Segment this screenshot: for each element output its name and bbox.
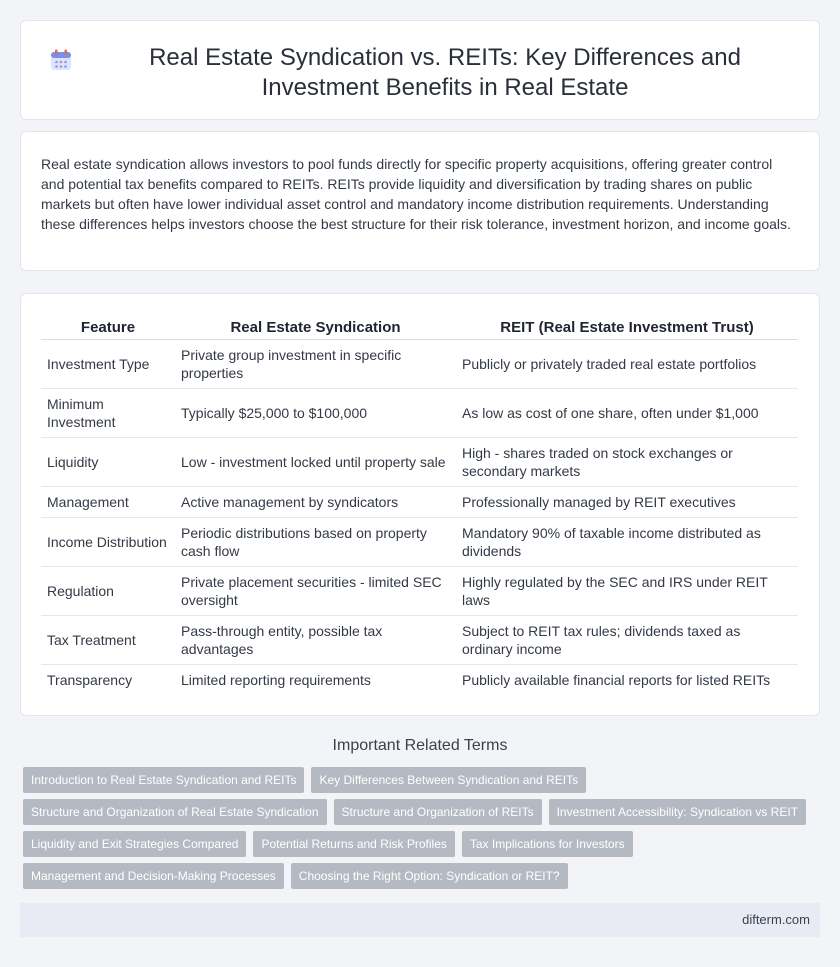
table-row	[41, 389, 798, 438]
reit-cell: Subject to REIT tax rules; dividends taxed as ordinary income	[456, 616, 798, 665]
comparison-table	[41, 314, 798, 696]
syndication-cell: Private placement securities - limited SEC oversight	[175, 567, 456, 616]
header-reit: REIT (Real Estate Investment Trust)	[456, 314, 798, 340]
table-row	[41, 518, 798, 567]
reit-cell: Professionally managed by REIT executives	[456, 487, 798, 518]
feature-cell: Management	[41, 487, 175, 518]
table-header-row	[41, 314, 798, 340]
feature-cell: Transparency	[47, 672, 133, 689]
related-term-link[interactable]: Structure and Organization of REITs	[334, 799, 542, 825]
syndication-cell: Private group investment in specific properties	[175, 340, 456, 389]
feature-cell: Regulation	[41, 567, 175, 616]
footer	[20, 903, 820, 937]
header-feature: Feature	[41, 314, 175, 340]
reit-cell: Publicly available financial reports for listed REITs	[462, 672, 771, 689]
related-term-link[interactable]: Introduction to Real Estate Syndication and REITs	[23, 767, 304, 793]
reit-cell: Highly regulated by the SEC and IRS under REIT laws	[456, 567, 798, 616]
reit-cell: As low as cost of one share, often under $1,000	[456, 389, 798, 438]
tag-row	[23, 831, 813, 857]
related-term-link[interactable]: Potential Returns and Risk Profiles	[253, 831, 454, 857]
syndication-cell: Typically $25,000 to $100,000	[175, 389, 456, 438]
table-row	[41, 438, 798, 487]
calendar-icon	[49, 48, 73, 72]
related-term-link[interactable]: Investment Accessibility: Syndication vs REIT	[549, 799, 806, 825]
header-syndication: Real Estate Syndication	[175, 314, 456, 340]
related-terms-title: Important Related Terms	[332, 737, 508, 754]
related-term-link[interactable]: Key Differences Between Syndication and REITs	[311, 767, 586, 793]
reit-cell: Publicly or privately traded real estate portfolios	[456, 340, 798, 389]
related-term-link[interactable]: Liquidity and Exit Strategies Compared	[23, 831, 246, 857]
syndication-cell: Periodic distributions based on property cash flow	[175, 518, 456, 567]
table-row	[41, 487, 798, 518]
syndication-cell: Limited reporting requirements	[181, 672, 371, 689]
related-terms-list	[23, 767, 813, 895]
related-term-link[interactable]: Structure and Organization of Real Estate Syndication	[23, 799, 327, 825]
intro-text: Real estate syndication allows investors to pool funds directly for specific property acquisitions, offering greater control and potential tax benefits compared to REITs. REITs provide liquidity and diversification by trading shares on public markets but often have lower individual asset control and mandatory income distribution requirements. Understanding these differences helps investors choose the best structure for their risk tolerance, investment horizon, and income goals.	[41, 156, 791, 232]
syndication-cell: Low - investment locked until property sale	[175, 438, 456, 487]
syndication-cell: Pass-through entity, possible tax advantages	[175, 616, 456, 665]
footer-brand: difterm.com	[742, 912, 810, 927]
reit-cell: Mandatory 90% of taxable income distributed as dividends	[456, 518, 798, 567]
related-term-link[interactable]: Tax Implications for Investors	[462, 831, 633, 857]
page-title: Real Estate Syndication vs. REITs: Key Differences and Investment Benefits in Real Estate	[149, 44, 741, 101]
tag-row	[23, 767, 813, 793]
tag-row	[23, 863, 813, 889]
table-row	[41, 665, 798, 696]
intro-card	[20, 131, 820, 271]
table-row	[41, 567, 798, 616]
table-row	[41, 616, 798, 665]
feature-cell: Liquidity	[41, 438, 175, 487]
header-card	[20, 20, 820, 120]
feature-cell: Tax Treatment	[41, 616, 175, 665]
feature-cell: Investment Type	[41, 340, 175, 389]
feature-cell: Income Distribution	[41, 518, 175, 567]
reit-cell: High - shares traded on stock exchanges or secondary markets	[456, 438, 798, 487]
comparison-card	[20, 293, 820, 716]
feature-cell: Minimum Investment	[41, 389, 175, 438]
syndication-cell: Active management by syndicators	[175, 487, 456, 518]
tag-row	[23, 799, 813, 825]
related-term-link[interactable]: Choosing the Right Option: Syndication or REIT?	[291, 863, 568, 889]
table-row	[41, 340, 798, 389]
related-term-link[interactable]: Management and Decision-Making Processes	[23, 863, 284, 889]
